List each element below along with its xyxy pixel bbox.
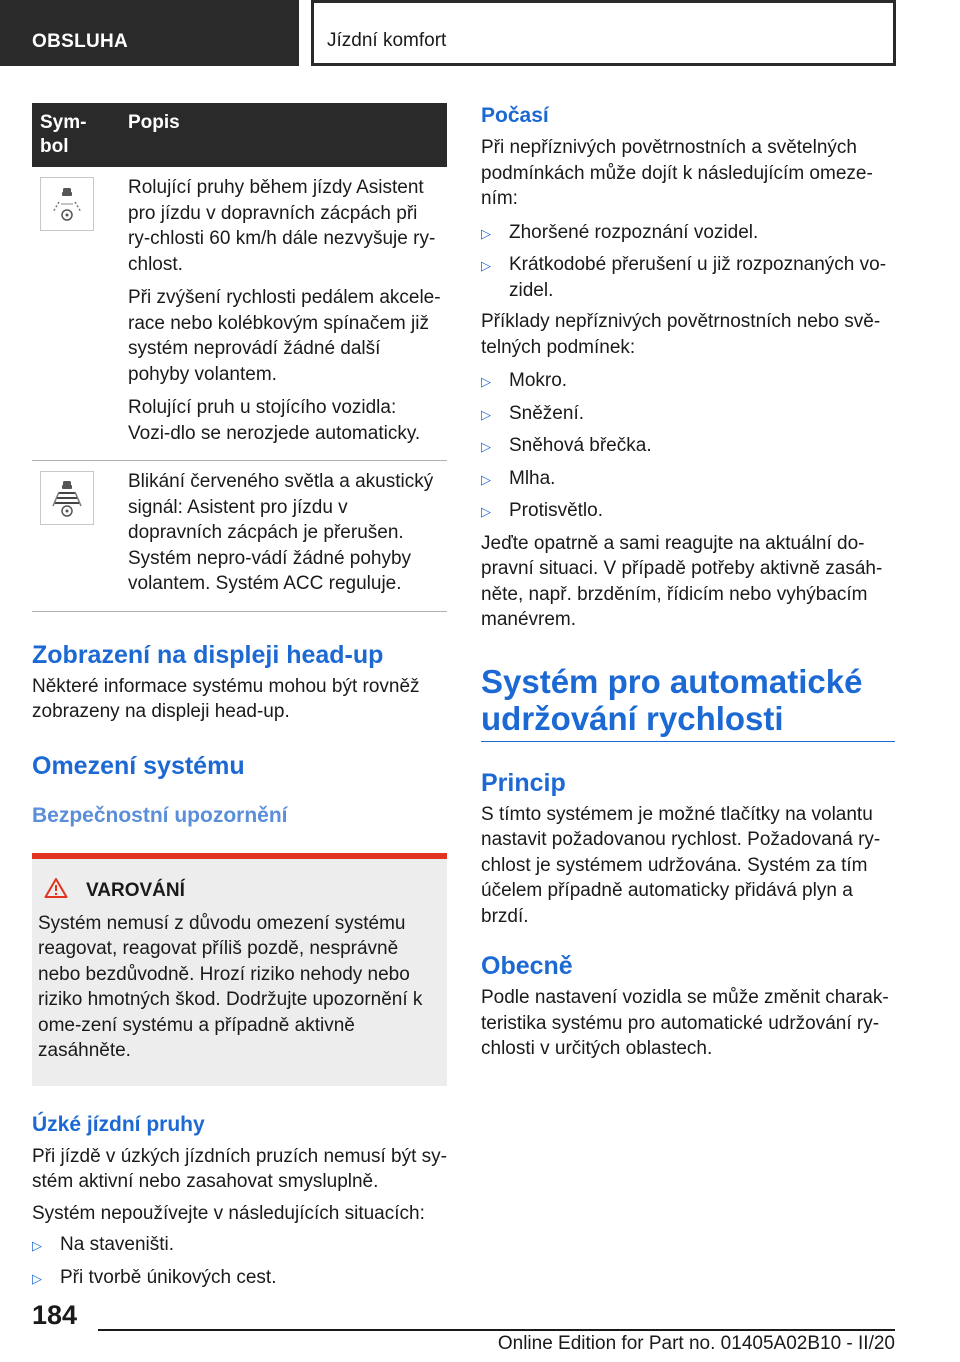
warning-title: VAROVÁNÍ [86, 879, 185, 901]
bullet-triangle-icon: ▷ [481, 406, 491, 422]
narrow-text2: Systém nepoužívejte v následujících situacích: [32, 1202, 425, 1224]
speed-title-line2: udržování rychlosti [481, 699, 784, 737]
weather-text3: Jeďte opatrně a sami reagujte na aktuální do-pravní situaci. V případě potřeby aktivně zasáh-něte, např. brzděním, řídicím nebo vyhýbacím manévrem. [481, 532, 883, 630]
list-item: ▷ Krátkodobé přerušení u již rozpoznaných vo-zidel. [481, 252, 895, 303]
table-row [32, 167, 447, 461]
narrow-title: Úzké jízdní pruhy [32, 1112, 205, 1136]
table-row [32, 461, 447, 612]
speed-heading [481, 663, 895, 742]
bullet-triangle-icon: ▷ [32, 1238, 42, 1253]
list-item: ▷ Na staveništi. [32, 1232, 447, 1259]
bullet-triangle-icon: ▷ [481, 439, 491, 454]
limits-title: Omezení systému [32, 751, 245, 780]
list-item: ▷ Při tvorbě únikových cest. [32, 1265, 447, 1292]
row1-para3: Rolující pruh u stojícího vozidla: Vozi-dlo se nerozjede automaticky. [128, 397, 421, 444]
bullet-triangle-icon: ▷ [32, 1270, 42, 1286]
list-item: ▷ Protisvětlo. [481, 498, 895, 525]
safety-title: Bezpečnostní upozornění [32, 803, 288, 827]
bullet-triangle-icon: ▷ [481, 504, 491, 519]
list-item: ▷ Mlha. [481, 466, 895, 493]
table-header [32, 103, 447, 167]
weather-list1 [481, 220, 895, 304]
list-item: ▷ Mokro. [481, 368, 895, 395]
narrow-text1: Při jízdě v úzkých jízdních pruzích nemusí být sy-stém aktivní nebo zasahovat smysluplně. [32, 1145, 447, 1192]
list-item: ▷ Sněhová břečka. [481, 433, 895, 460]
row2-para1: Blikání červeného světla a akustický signál: Asistent pro jízdu v dopravních zácpách je přerušen. Systém nepro-vádí žádné pohyby volantem. Systém ACC reguluje. [128, 471, 434, 594]
warning-text: Systém nemusí z důvodu omezení systému reagovat, reagovat příliš pozdě, nesprávně nebo bezdůvodně. Hrozí riziko nehody nebo riziko hmotných škod. Dodržujte upozornění k ome-zení systému a případně aktivně zasáhněte. [38, 912, 423, 1061]
warning-box [32, 853, 447, 1086]
bullet-triangle-icon: ▷ [481, 471, 491, 487]
page-number: 184 [32, 1300, 78, 1330]
footer-edition: Online Edition for Part no. 01405A02B10 - II/20 [497, 1333, 895, 1354]
header-chapter-box [311, 0, 896, 66]
lane-assist-blinking-icon [40, 471, 94, 525]
hud-title: Zobrazení na displeji head-up [32, 640, 384, 669]
weather-title: Počasí [481, 104, 549, 127]
bullet-triangle-icon: ▷ [481, 225, 491, 241]
bullet-triangle-icon: ▷ [481, 258, 491, 273]
weather-list2 [481, 368, 895, 525]
col-symbol-header: Sym- bol [32, 103, 120, 167]
list-item: ▷ Zhoršené rozpoznání vozidel. [481, 220, 895, 247]
left-column [32, 103, 447, 1297]
right-column [481, 103, 895, 1062]
principle-text: S tímto systémem je možné tlačítky na volantu nastavit požadovanou rychlost. Požadovaná ry-chlost je systémem udržována. Systém za tím účelem případně automaticky přidává plyn a brzdí. [481, 803, 881, 927]
weather-text1: Při nepříznivých povětrnostních a světelných podmínkách může dojít k následujícím omeze-ním: [481, 137, 873, 209]
col-desc-header: Popis [120, 103, 447, 167]
symbol-table [32, 103, 447, 612]
hud-text: Některé informace systému mohou být rovněž zobrazeny na displeji head-up. [32, 675, 420, 722]
principle-title: Princip [481, 768, 566, 797]
bullet-triangle-icon: ▷ [481, 374, 491, 389]
footer-rule [98, 1329, 895, 1331]
list-item: ▷ Sněžení. [481, 401, 895, 428]
lane-assist-rolling-icon [40, 177, 94, 231]
row1-para2: Při zvýšení rychlosti pedálem akcele-race nebo kolébkovým spínačem již systém neprovádí žádné další pohyby volantem. [128, 287, 441, 385]
weather-text2: Příklady nepříznivých povětrnostních nebo svě-telných podmínek: [481, 311, 881, 358]
header-section: OBSLUHA [0, 0, 299, 66]
speed-title-line1: Systém pro automatické [481, 662, 863, 700]
narrow-list [32, 1232, 447, 1291]
general-text: Podle nastavení vozidla se může změnit charak-teristika systému pro automatické udržování ry-chlosti v určitých oblastech. [481, 987, 889, 1059]
warning-triangle-icon [44, 877, 68, 905]
general-title: Obecně [481, 952, 573, 980]
row1-para1: Rolující pruhy během jízdy Asistent pro jízdu v dopravních zácpách při ry-chlosti 60 km/h dále nezvyšuje ry-chlost. [128, 177, 436, 275]
header-chapter: Jízdní komfort [314, 3, 893, 63]
